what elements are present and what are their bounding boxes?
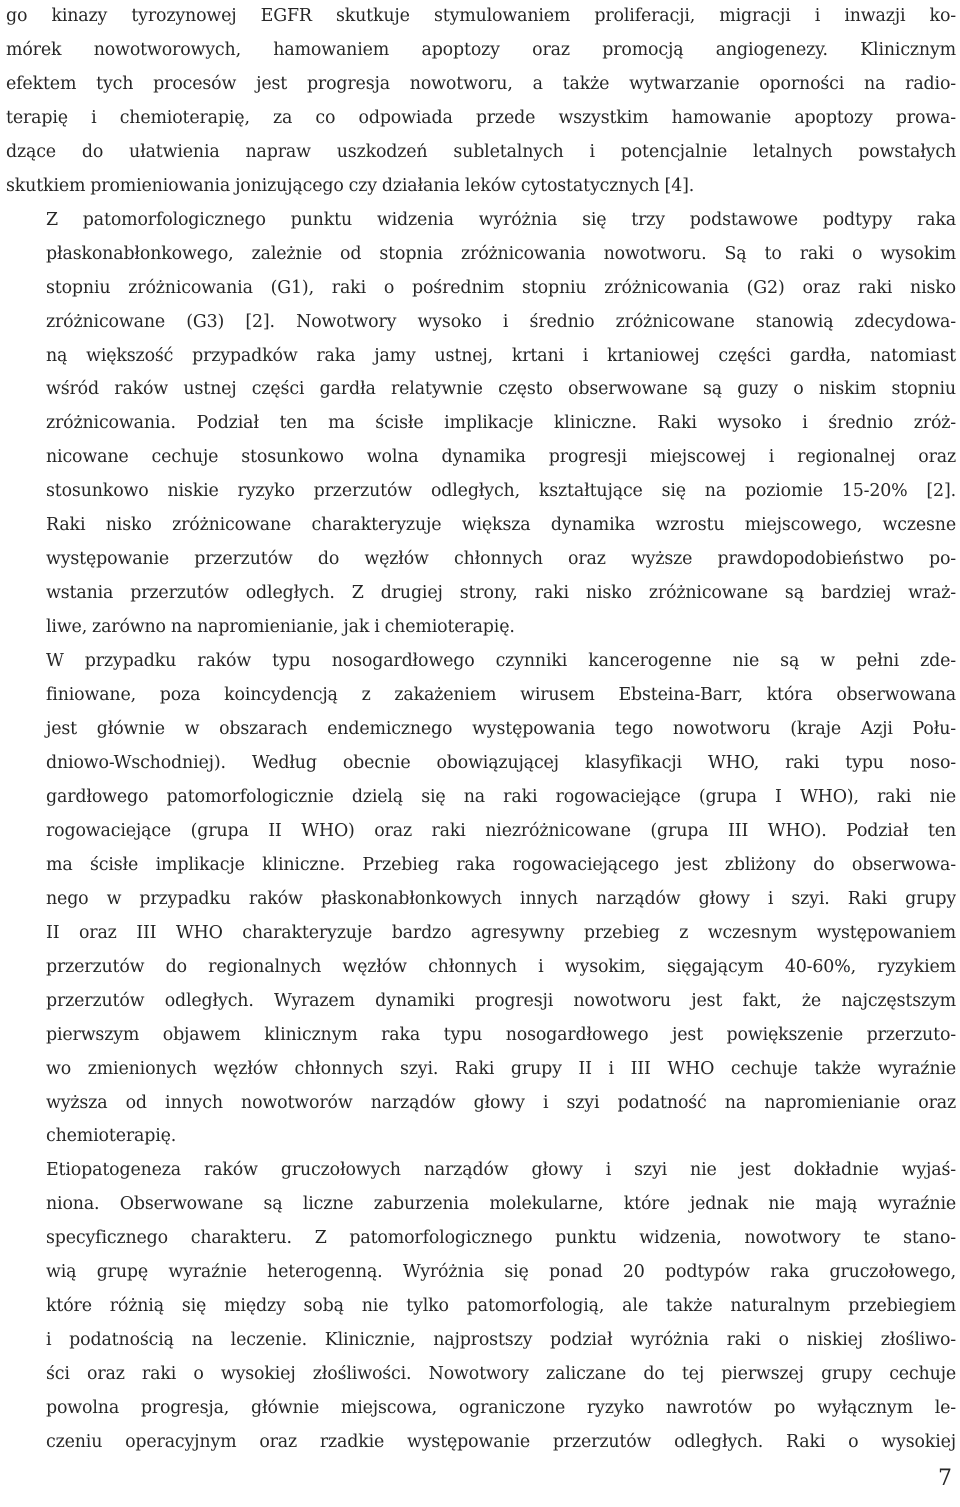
text-line: i podatnością na leczenie. Klinicznie, najprostszy podział wyróżnia raki o niskiej złośliwo- — [46, 1330, 956, 1351]
text-line: wią grupę wyraźnie heterogenną. Wyróżnia się ponad 20 podtypów raka gruczołowego, — [46, 1262, 956, 1283]
text-line: występowanie przerzutów do węzłów chłonnych oraz wyższe prawdopodobieństwo po- — [46, 549, 956, 570]
document-body — [6, 0, 956, 1460]
text-line: ści oraz raki o wysokiej złośliwości. Nowotwory zaliczane do tej pierwszej grupy cechuje — [46, 1364, 956, 1385]
text-line: wo zmienionych węzłów chłonnych szyi. Raki grupy II i III WHO cechuje także wyraźnie — [46, 1058, 956, 1079]
paragraph — [6, 204, 956, 645]
text-line: efektem tych procesów jest progresja nowotworu, a także wytwarzanie oporności na radio- — [6, 73, 956, 94]
text-line: które różnią się między sobą nie tylko patomorfologią, ale także naturalnym przebiegiem — [46, 1296, 956, 1317]
text-line: Raki nisko zróżnicowane charakteryzuje większa dynamika wzrostu miejscowego, wczesne — [46, 515, 956, 536]
text-line: go kinazy tyrozynowej EGFR skutkuje stymulowaniem proliferacji, migracji i inwazji ko- — [6, 6, 956, 26]
text-line: ma ścisłe implikacje kliniczne. Przebieg raka rogowaciejącego jest zbliżony do obserwowa- — [46, 854, 956, 875]
text-line: liwe, zarówno na napromienianie, jak i chemioterapię. — [46, 617, 515, 638]
paragraph — [6, 1154, 956, 1460]
text-line: rogowaciejące (grupa II WHO) oraz raki niezróżnicowane (grupa III WHO). Podział ten — [46, 820, 956, 841]
text-line: nego w przypadku raków płaskonabłonkowych innych narządów głowy i szyi. Raki grupy — [46, 888, 956, 909]
text-line: przerzutów odległych. Wyrazem dynamiki progresji nowotworu jest fakt, że najczęstszym — [46, 990, 956, 1011]
text-line: specyficznego charakteru. Z patomorfologicznego punktu widzenia, nowotwory te stano- — [46, 1228, 956, 1249]
text-line: przerzutów do regionalnych węzłów chłonnych i wysokim, sięgającym 40-60%, ryzykiem — [46, 956, 956, 977]
text-line: wśród raków ustnej części gardła relatywnie często obserwowane są guzy o niskim stopniu — [46, 379, 956, 400]
text-line: nicowane cechuje stosunkowo wolna dynamika progresji miejscowej i regionalnej oraz — [46, 447, 956, 468]
text-line: płaskonabłonkowego, zależnie od stopnia zróżnicowania nowotworu. Są to raki o wysokim — [46, 243, 956, 264]
text-line: chemioterapię. — [46, 1126, 177, 1147]
text-line: W przypadku raków typu nosogardłowego czynniki kancerogenne nie są w pełni zde- — [46, 651, 956, 672]
text-line: jest głównie w obszarach endemicznego występowania tego nowotworu (kraje Azji Połu- — [46, 719, 956, 740]
text-line: dzące do ułatwienia napraw uszkodzeń subletalnych i potencjalnie letalnych powstałych — [6, 141, 956, 162]
text-line: powolna progresja, głównie miejscowa, ograniczone ryzyko nawrotów po wyłącznym le- — [46, 1398, 956, 1419]
text-line: Z patomorfologicznego punktu widzenia wyróżnia się trzy podstawowe podtypy raka — [46, 209, 956, 230]
text-line: stopniu zróżnicowania (G1), raki o pośrednim stopniu zróżnicowania (G2) oraz raki nisko — [46, 277, 956, 298]
text-line: czeniu operacyjnym oraz rzadkie występowanie przerzutów odległych. Raki o wysokiej — [46, 1432, 956, 1453]
text-line: wyższa od innych nowotworów narządów głowy i szyi podatność na napromienianie oraz — [46, 1092, 956, 1113]
text-line: II oraz III WHO charakteryzuje bardzo agresywny przebieg z wczesnym występowaniem — [46, 922, 956, 943]
paragraph — [6, 645, 956, 1154]
text-line: gardłowego patomorfologicznie dzielą się na raki rogowaciejące (grupa I WHO), raki nie — [46, 786, 956, 807]
text-line: niona. Obserwowane są liczne zaburzenia molekularne, które jednak nie mają wyraźnie — [46, 1194, 956, 1215]
text-line: skutkiem promieniowania jonizującego czy działania leków cytostatycznych [4]. — [6, 175, 695, 196]
text-line: wstania przerzutów odległych. Z drugiej strony, raki nisko zróżnicowane są bardziej wraż- — [46, 583, 956, 604]
text-line: stosunkowo niskie ryzyko przerzutów odległych, kształtujące się na poziomie 15-20% [2]. — [46, 481, 956, 502]
text-line: Etiopatogeneza raków gruczołowych narządów głowy i szyi nie jest dokładnie wyjaś- — [46, 1160, 956, 1181]
text-line: zróżnicowane (G3) [2]. Nowotwory wysoko i średnio zróżnicowane stanowią zdecydowa- — [46, 311, 956, 332]
text-line: ną większość przypadków raka jamy ustnej, krtani i krtaniowej części gardła, natomiast — [46, 345, 956, 366]
text-line: dniowo-Wschodniej). Według obecnie obowiązującej klasyfikacji WHO, raki typu noso- — [46, 752, 956, 773]
text-line: zróżnicowania. Podział ten ma ścisłe implikacje kliniczne. Raki wysoko i średnio zróż- — [46, 413, 956, 434]
page-number: 7 — [938, 1466, 952, 1491]
text-line: mórek nowotworowych, hamowaniem apoptozy oraz promocją angiogenezy. Klinicznym — [6, 39, 956, 60]
text-line: terapię i chemioterapię, za co odpowiada przede wszystkim hamowanie apoptozy prowa- — [6, 107, 956, 128]
paragraph — [6, 0, 956, 204]
text-line: finiowane, poza koincydencją z zakażeniem wirusem Ebsteina-Barr, która obserwowana — [46, 685, 956, 706]
text-line: pierwszym objawem klinicznym raka typu nosogardłowego jest powiększenie przerzuto- — [46, 1024, 956, 1045]
